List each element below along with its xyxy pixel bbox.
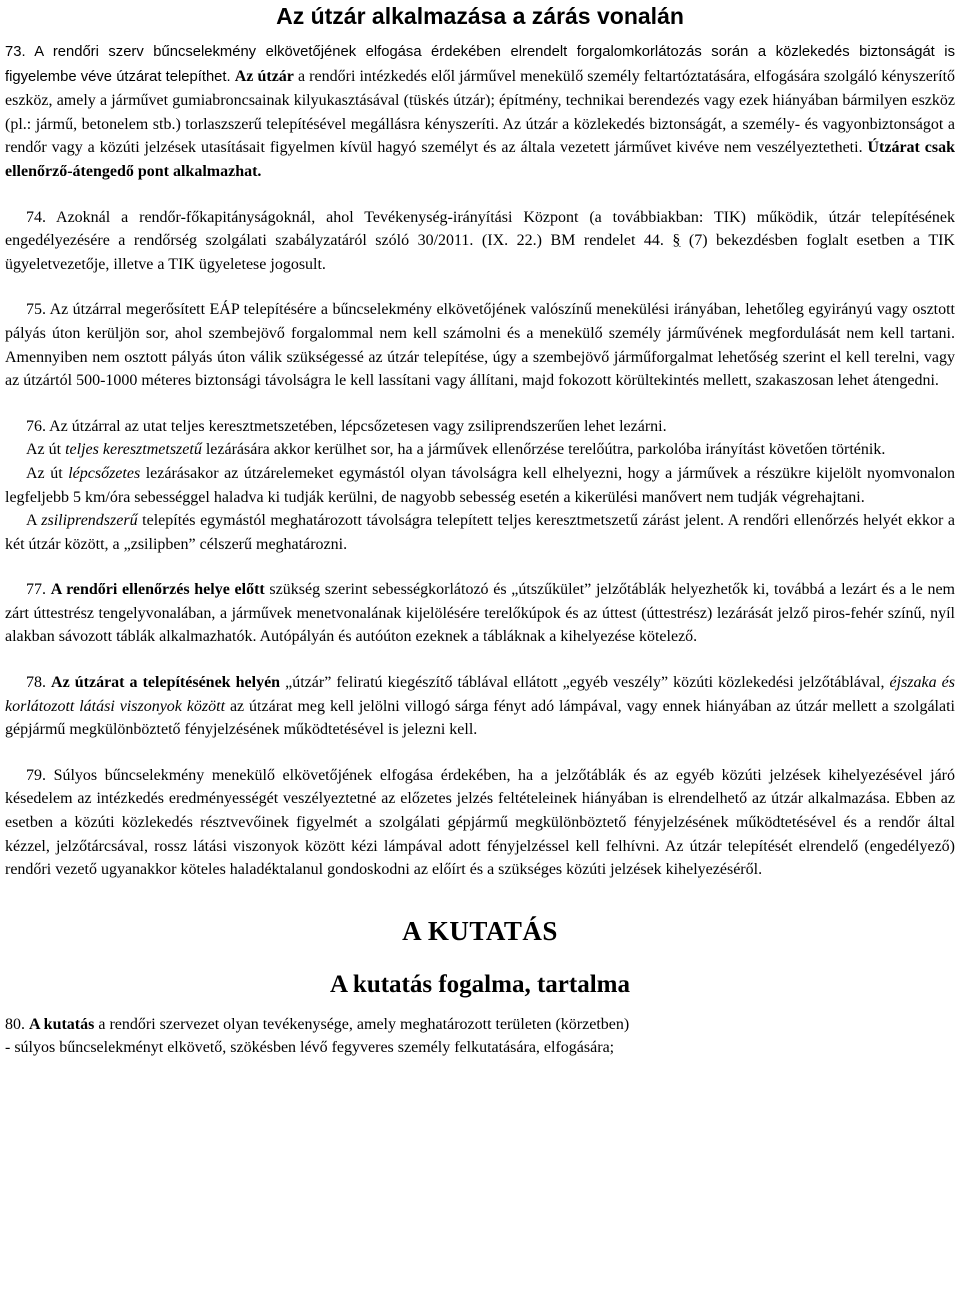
paragraph-74 [5, 206, 955, 277]
p78-number: 78. [26, 674, 52, 692]
p77-text: szükség szerint sebességkorlátozó és „útszűkület” jelzőtáblák helyezhetők ki, továbbá a lezárt és a le nem zárt úttestrész tengelyvonalában, a járművek menetvonalának kijelölésére terelőkúpok és az úttest (úttestrész) lezárását jelző piros-fehér színű, nyíl alakban sávozott táblák alkalmazhatók. Autópályán és autóúton ezeknek a tábláknak a kihelyezése kötelező. [5, 581, 955, 646]
p80-line-2: - súlyos bűncselekményt elkövető, szökésben lévő fegyveres személy felkutatására, elfogására; [5, 1039, 615, 1057]
p76c-post: telepítés egymástól meghatározott távolságra telepített teljes keresztmetszetű zárást jelent. A rendőri ellenőrzés helyét ekkor a két útzár között, a „zsilipben” célszerű meghatározni. [5, 512, 955, 553]
paragraph-76-lead: 76. Az útzárral az utat teljes keresztmetszetében, lépcsőzetesen vagy zsiliprendszerűen lehet lezárni. [26, 417, 667, 435]
p73-body: Az útzár a közlekedés biztonságát, a személy- és vagyonbiztonságot a rendőr vagy a közúti jelzések utasításait figyelmen kívül hagyó személyt és az általa vezetett járművet kivéve nem veszélyeztetheti. [5, 115, 955, 157]
p74-text-2: (7) bekezdésben foglalt esetben a TIK ügyeletvezetője, illetve a TIK ügyeletese jogosult. [5, 232, 955, 273]
subsection-heading: A kutatás fogalma, tartalma [330, 970, 630, 998]
paragraph-76-staggered [5, 462, 955, 509]
paragraph-77 [5, 578, 955, 649]
p73-definition-term: Az útzár [234, 67, 294, 85]
p76a-pre: Az út [26, 441, 66, 459]
p77-term: A rendőri ellenőrzés helye előtt [50, 581, 265, 599]
p78-italic: éjszaka és korlátozott látási viszonyok között [5, 674, 956, 715]
paragraph-75: 75. Az útzárral megerősített EÁP telepítésére a bűncselekmény elkövetőjének valószínű menekülési irányában, lehetőleg egyirányú vagy osztott pályás úton kerüljön sor, ahol szembejövő forgalommal nem kell számolni és a menekülő személy járművének megfordulását nem kell tartani. Amennyiben nem osztott pályás úton válik szükségessé az útzár telepítése, úgy a szembejövő járműforgalmat lehetőség szerint el kell terelni, vagy az útzártól 500-1000 méteres biztonsági távolságra le kell lassítani vagy állítani, majd fokozott körültekintés mellett, szakaszosan lehet átengedni. [5, 301, 955, 390]
p74-section-symbol: § [672, 232, 681, 250]
p76c-term: zsiliprendszerű [41, 512, 138, 530]
p74-text: 74. Azoknál a rendőr-főkapitányságoknál, ahol Tevékenység-irányítási Központ (a továbbiakban: TIK) működik, útzár telepítésének engedélyezésére a rendőrség szolgálati szabályzatáról szóló 30/2011. (IX. 22.) BM rendelet 44. [5, 208, 955, 250]
paragraph-79: 79. Súlyos bűncselekmény menekülő elkövetőjének elfogása érdekében, ha a jelzőtáblák és az egyéb közúti jelzések kihelyezésével járó késedelem az intézkedés eredményességét veszélyeztetné az előzetes jelzés feltételeinek hiányában is elrendelhető az útzár alkalmazása. Ebben az esetben a közúti közlekedés résztvevőinek figyelmét a szolgálati gépjármű megkülönböztető fényjelzésének működtetésével és a rendőr által kézzel, jelzőtárcsával, rossz látási viszonyok között kézi lámpával adott fényjelzéssel kell felhívni. Az útzár telepítését elrendelő (engedélyező) rendőri vezető ugyanakkor köteles haladéktalanul gondoskodni az előírt és a szükséges közúti jelzések kihelyezéséről. [5, 766, 955, 879]
p78-term: Az útzárat a telepítésének helyén [51, 674, 281, 692]
p76b-pre: Az út [26, 464, 69, 482]
p73-definition-text: a rendőri intézkedés elől járművel menekülő személy feltartóztatására, elfogására szolgáló kényszerítő eszköz, amely a járművet gumiabroncsainak kilyukasztásával (tüskés útzár); építmény, technikai berendezés vagy ezek hiányában bármilyen eszköz (pl.: jármű, betonelem stb.) torlaszszerű telepítésével megállásra kényszeríti. [5, 67, 956, 133]
p80-text: a rendőri szervezet olyan tevékenysége, amely meghatározott területen (körzetben) [94, 1015, 630, 1033]
p76a-term: teljes keresztmetszetű [65, 441, 202, 459]
paragraph-73 [5, 40, 955, 184]
p73-rule: Útzárat csak ellenőrző-átengedő pont alkalmazhat. [5, 139, 956, 180]
paragraph-80 [5, 1013, 955, 1060]
p78-text-2: az útzárat meg kell jelölni villogó sárga fényt adó lámpával, vagy ennek hiányában az útzár mellett a szolgálati gépjármű megkülönböztető fényjelzésének működtetésével is jelezni kell. [5, 697, 955, 739]
p80-term: A kutatás [29, 1015, 95, 1033]
paragraph-76-sluice [5, 509, 955, 556]
paragraph-78 [5, 671, 955, 742]
chapter-heading: A KUTATÁS [402, 915, 558, 946]
p76b-term: lépcsőzetes [68, 464, 141, 482]
paragraph-76-full-cross-section [5, 438, 955, 462]
p80-number: 80. [5, 1015, 29, 1033]
p76b-post: lezárásakor az útzárelemeket egymástól olyan távolságra kell elhelyezni, hogy a járművek a részükre kijelölt nyomvonalon legfeljebb 5 km/óra sebességgel haladva ki tudják kerülni, de nagyobb sebesség esetén a kikerülési manővert nem tudják végrehajtani. [5, 464, 955, 506]
p76a-post: lezárására akkor kerülhet sor, ha a járművek ellenőrzése terelőútra, parkolóba irányítást követően történik. [201, 441, 886, 459]
p78-text-1: „útzár” feliratú kiegészítő táblával ellátott „egyéb veszély” közúti közlekedési jelzőtáblával, [280, 674, 890, 692]
p76c-pre: A [26, 512, 42, 530]
p77-number: 77. [26, 581, 51, 599]
p73-lead: 73. A rendőri szerv bűncselekmény elkövetőjének elfogása érdekében elrendelt forgalomkorlátozás során a közlekedés biztonságát is figyelembe véve útzárat telepíthet. [5, 44, 955, 85]
section-title: Az útzár alkalmazása a zárás vonalán [276, 3, 684, 29]
